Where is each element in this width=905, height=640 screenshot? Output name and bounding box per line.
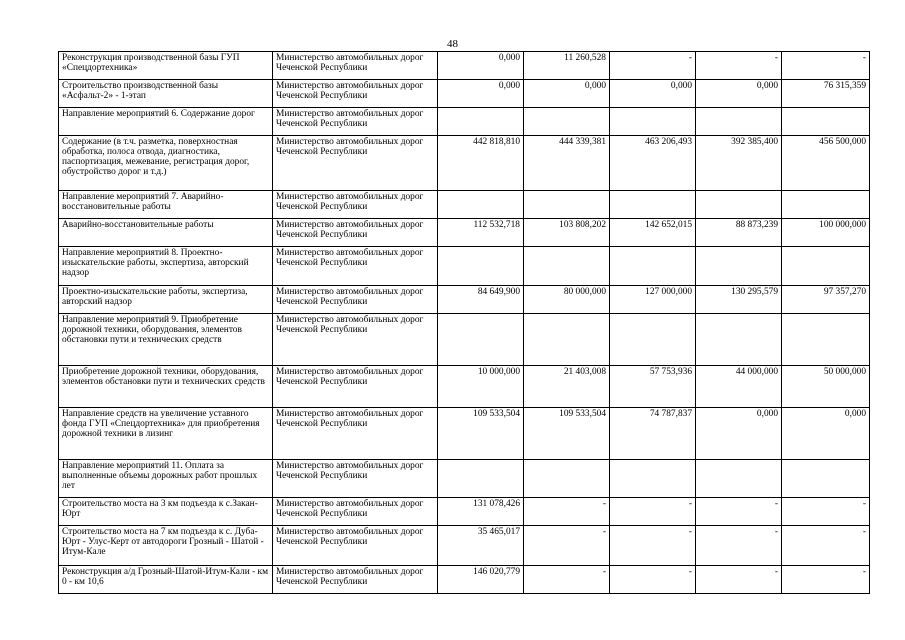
value-cell: 131 078,426: [438, 498, 524, 526]
activity-name-cell: Проектно-изыскательские работы, экспертиза, авторский надзор: [59, 286, 273, 314]
value-cell: [438, 108, 524, 136]
executor-cell: Министерство автомобильных дорог Чеченской Республики: [273, 136, 438, 191]
value-cell: 109 533,504: [438, 408, 524, 460]
table-row: [59, 80, 870, 108]
executor-cell: Министерство автомобильных дорог Чеченской Республики: [273, 498, 438, 526]
table-row: [59, 408, 870, 460]
value-cell: -: [610, 498, 696, 526]
value-cell: -: [610, 52, 696, 80]
executor-cell: Министерство автомобильных дорог Чеченской Республики: [273, 191, 438, 219]
page-number: 48: [447, 38, 458, 50]
executor-cell: Министерство автомобильных дорог Чеченской Республики: [273, 52, 438, 80]
value-cell: 44 000,000: [696, 366, 782, 408]
value-cell: 10 000,000: [438, 366, 524, 408]
value-cell: 103 808,202: [524, 219, 610, 247]
value-cell: [610, 108, 696, 136]
table-row: [59, 219, 870, 247]
value-cell: -: [696, 566, 782, 594]
table-row: [59, 526, 870, 566]
value-cell: 100 000,000: [782, 219, 870, 247]
value-cell: [782, 314, 870, 366]
value-cell: -: [696, 526, 782, 566]
table-row: [59, 366, 870, 408]
table-row: [59, 498, 870, 526]
value-cell: [696, 108, 782, 136]
value-cell: 0,000: [696, 80, 782, 108]
value-cell: -: [524, 566, 610, 594]
value-cell: 0,000: [696, 408, 782, 460]
activity-name-cell: Строительство моста на 3 км подъезда к с.Закан-Юрт: [59, 498, 273, 526]
value-cell: -: [782, 498, 870, 526]
value-cell: [524, 191, 610, 219]
value-cell: [610, 191, 696, 219]
value-cell: [610, 247, 696, 286]
value-cell: [438, 191, 524, 219]
value-cell: -: [524, 526, 610, 566]
value-cell: 88 873,239: [696, 219, 782, 247]
value-cell: 35 465,017: [438, 526, 524, 566]
value-cell: [524, 108, 610, 136]
value-cell: 80 000,000: [524, 286, 610, 314]
value-cell: -: [782, 52, 870, 80]
value-cell: 444 339,381: [524, 136, 610, 191]
value-cell: 50 000,000: [782, 366, 870, 408]
activity-name-cell: Направление мероприятий 11. Оплата за выполненные объемы дорожных работ прошлых лет: [59, 460, 273, 498]
activity-name-cell: Направление мероприятий 9. Приобретение дорожной техники, оборудования, элементов обстановки пути и технических средств: [59, 314, 273, 366]
value-cell: [782, 460, 870, 498]
value-cell: -: [782, 566, 870, 594]
table-body: [59, 52, 870, 594]
table-row: [59, 191, 870, 219]
value-cell: 11 260,528: [524, 52, 610, 80]
value-cell: [610, 314, 696, 366]
value-cell: [524, 247, 610, 286]
activity-name-cell: Направление средств на увеличение уставного фонда ГУП «Спецдортехника» для приобретения дорожной техники в лизинг: [59, 408, 273, 460]
value-cell: 127 000,000: [610, 286, 696, 314]
value-cell: 76 315,359: [782, 80, 870, 108]
value-cell: [524, 460, 610, 498]
value-cell: -: [524, 498, 610, 526]
executor-cell: Министерство автомобильных дорог Чеченской Республики: [273, 314, 438, 366]
value-cell: [696, 460, 782, 498]
table-row: [59, 108, 870, 136]
table-row: [59, 286, 870, 314]
executor-cell: Министерство автомобильных дорог Чеченской Республики: [273, 219, 438, 247]
budget-table: [58, 51, 870, 594]
table-row: [59, 460, 870, 498]
executor-cell: Министерство автомобильных дорог Чеченской Республики: [273, 366, 438, 408]
value-cell: [782, 191, 870, 219]
value-cell: 21 403,008: [524, 366, 610, 408]
executor-cell: Министерство автомобильных дорог Чеченской Республики: [273, 460, 438, 498]
table-row: [59, 247, 870, 286]
activity-name-cell: Содержание (в т.ч. разметка, поверхностная обработка, полоса отвода, диагностика, паспортизация, межевание, регистрация дорог, обустройство дорог и т.д.): [59, 136, 273, 191]
executor-cell: Министерство автомобильных дорог Чеченской Республики: [273, 408, 438, 460]
activity-name-cell: Строительство моста на 7 км подъезда к с. Дуба-Юрт - Улус-Керт от автодороги Грозный - Шатой - Итум-Кале: [59, 526, 273, 566]
value-cell: -: [782, 526, 870, 566]
activity-name-cell: Реконструкция а/д Грозный-Шатой-Итум-Кали - км 0 - км 10,6: [59, 566, 273, 594]
value-cell: 0,000: [782, 408, 870, 460]
value-cell: [438, 460, 524, 498]
value-cell: [438, 314, 524, 366]
value-cell: 57 753,936: [610, 366, 696, 408]
value-cell: -: [610, 566, 696, 594]
table-row: [59, 314, 870, 366]
value-cell: 0,000: [610, 80, 696, 108]
executor-cell: Министерство автомобильных дорог Чеченской Республики: [273, 286, 438, 314]
value-cell: -: [696, 52, 782, 80]
value-cell: [696, 247, 782, 286]
value-cell: 463 206,493: [610, 136, 696, 191]
value-cell: [696, 314, 782, 366]
activity-name-cell: Направление мероприятий 7. Аварийно-восстановительные работы: [59, 191, 273, 219]
value-cell: 392 385,400: [696, 136, 782, 191]
value-cell: 0,000: [524, 80, 610, 108]
table-row: [59, 52, 870, 80]
value-cell: 97 357,270: [782, 286, 870, 314]
value-cell: 456 500,000: [782, 136, 870, 191]
executor-cell: Министерство автомобильных дорог Чеченской Республики: [273, 108, 438, 136]
executor-cell: Министерство автомобильных дорог Чеченской Республики: [273, 526, 438, 566]
value-cell: 112 532,718: [438, 219, 524, 247]
value-cell: -: [610, 526, 696, 566]
value-cell: [438, 247, 524, 286]
value-cell: [610, 460, 696, 498]
value-cell: 142 652,015: [610, 219, 696, 247]
value-cell: 442 818,810: [438, 136, 524, 191]
value-cell: [782, 247, 870, 286]
executor-cell: Министерство автомобильных дорог Чеченской Республики: [273, 80, 438, 108]
value-cell: 146 020,779: [438, 566, 524, 594]
value-cell: [782, 108, 870, 136]
value-cell: [524, 314, 610, 366]
executor-cell: Министерство автомобильных дорог Чеченской Республики: [273, 566, 438, 594]
value-cell: 74 787,837: [610, 408, 696, 460]
activity-name-cell: Строительство производственной базы «Асфальт-2» - 1-этап: [59, 80, 273, 108]
activity-name-cell: Направление мероприятий 6. Содержание дорог: [59, 108, 273, 136]
activity-name-cell: Приобретение дорожной техники, оборудования, элементов обстановки пути и технических средств: [59, 366, 273, 408]
value-cell: 109 533,504: [524, 408, 610, 460]
activity-name-cell: Направление мероприятий 8. Проектно-изыскательские работы, экспертиза, авторский надзор: [59, 247, 273, 286]
executor-cell: Министерство автомобильных дорог Чеченской Республики: [273, 247, 438, 286]
value-cell: -: [696, 498, 782, 526]
table-row: [59, 566, 870, 594]
value-cell: 130 295,579: [696, 286, 782, 314]
value-cell: 84 649,900: [438, 286, 524, 314]
value-cell: 0,000: [438, 52, 524, 80]
table-row: [59, 136, 870, 191]
activity-name-cell: Реконструкция производственной базы ГУП «Спецдортехника»: [59, 52, 273, 80]
value-cell: 0,000: [438, 80, 524, 108]
value-cell: [696, 191, 782, 219]
activity-name-cell: Аварийно-восстановительные работы: [59, 219, 273, 247]
